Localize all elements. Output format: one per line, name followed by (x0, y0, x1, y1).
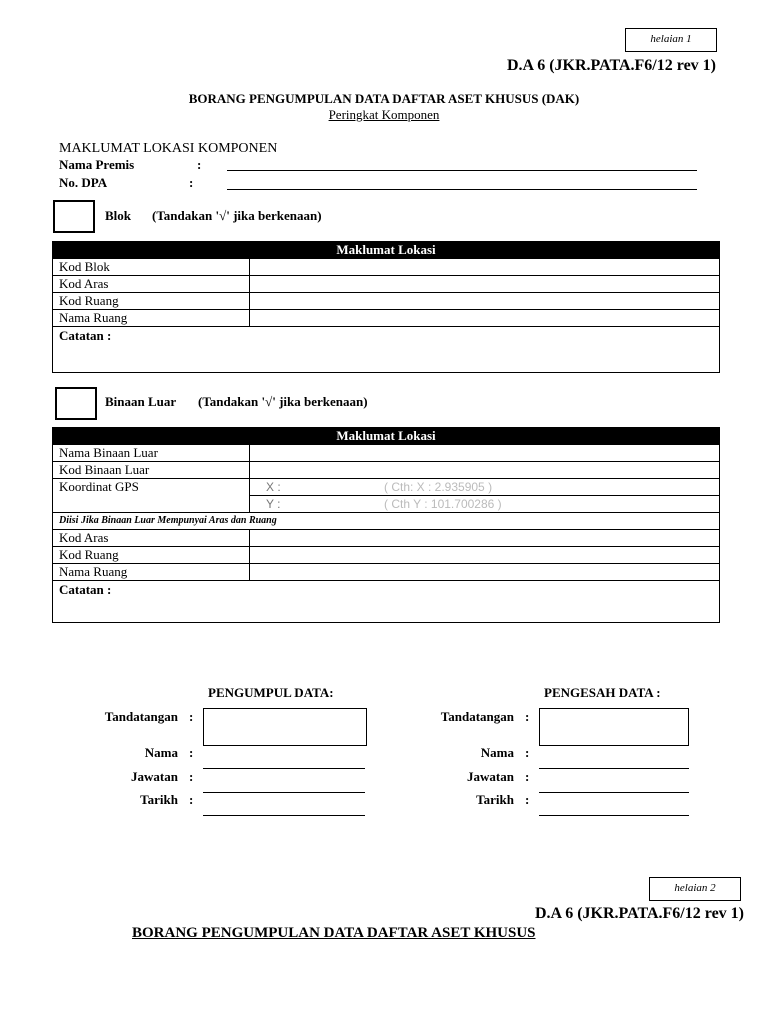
notes-label: Catatan : (59, 328, 112, 343)
binaan-kod-aras-field[interactable] (250, 530, 720, 547)
blok-table-title: Maklumat Lokasi (53, 242, 720, 259)
row-label: Koordinat GPS (53, 479, 250, 513)
approver-position-line[interactable] (539, 792, 689, 793)
blok-label: Blok (105, 208, 132, 223)
binaan-subheading: Diisi Jika Binaan Luar Mempunyai Aras dan Ruang (53, 513, 720, 530)
binaan-table-title: Maklumat Lokasi (53, 428, 720, 445)
collector-name-line[interactable] (203, 768, 365, 769)
collector-date-line[interactable] (203, 815, 365, 816)
binaan-luar-label: Binaan Luar (105, 394, 177, 409)
dpa-colon: : (189, 175, 194, 190)
gps-y-example: ( Cth Y : 101.700286 ) (384, 497, 502, 511)
row-label: Nama Ruang (53, 310, 250, 327)
form-title: BORANG PENGUMPULAN DATA DAFTAR ASET KHUSUS (DAK) (188, 91, 580, 106)
row-label: Kod Blok (53, 259, 250, 276)
collector-position-line[interactable] (203, 792, 365, 793)
collector-position-label: Jawatan (131, 769, 178, 784)
colon: : (525, 745, 530, 760)
form-subtitle: Peringkat Komponen (328, 107, 440, 122)
approver-position-label: Jawatan (467, 769, 514, 784)
approver-signature-box[interactable] (539, 708, 689, 746)
gps-y-field[interactable] (250, 496, 720, 513)
approver-date-line[interactable] (539, 815, 689, 816)
table-row (53, 564, 720, 581)
table-row (53, 445, 720, 462)
row-label: Kod Aras (53, 276, 250, 293)
blok-notes-field[interactable] (53, 327, 720, 373)
collector-heading: PENGUMPUL DATA: (208, 685, 334, 700)
sheet-number-label: helaian 1 (625, 28, 717, 52)
table-row (53, 293, 720, 310)
approver-heading: PENGESAH DATA : (544, 685, 661, 700)
nama-binaan-luar-field[interactable] (250, 445, 720, 462)
table-row (53, 276, 720, 293)
binaan-luar-checkbox[interactable] (55, 387, 97, 420)
premis-input-line[interactable] (227, 170, 697, 171)
row-label: Kod Binaan Luar (53, 462, 250, 479)
colon: : (189, 745, 194, 760)
blok-location-table (52, 241, 720, 373)
collector-name-label: Nama (144, 745, 178, 760)
row-label: Nama Ruang (53, 564, 250, 581)
blok-instruction: (Tandakan '√' jika berkenaan) (152, 208, 322, 223)
approver-date-label: Tarikh (476, 792, 514, 807)
binaan-luar-instruction: (Tandakan '√' jika berkenaan) (198, 394, 368, 409)
row-label: Nama Binaan Luar (53, 445, 250, 462)
table-row (53, 547, 720, 564)
dpa-input-line[interactable] (227, 189, 697, 190)
premis-label: Nama Premis (59, 157, 135, 172)
colon: : (189, 769, 194, 784)
table-row (53, 310, 720, 327)
location-section-heading: MAKLUMAT LOKASI KOMPONEN (59, 141, 278, 156)
kod-binaan-luar-field[interactable] (250, 462, 720, 479)
binaan-notes-field[interactable] (53, 581, 720, 623)
kod-ruang-field[interactable] (250, 293, 720, 310)
row-label: Kod Ruang (53, 547, 250, 564)
binaan-luar-location-table (52, 427, 720, 623)
binaan-nama-ruang-field[interactable] (250, 564, 720, 581)
gps-x-label: X : (266, 480, 281, 494)
kod-blok-field[interactable] (250, 259, 720, 276)
kod-aras-field[interactable] (250, 276, 720, 293)
table-row (53, 479, 720, 496)
approver-name-line[interactable] (539, 768, 689, 769)
table-row (53, 259, 720, 276)
nama-ruang-field[interactable] (250, 310, 720, 327)
notes-label: Catatan : (59, 582, 112, 597)
gps-x-field[interactable] (250, 479, 720, 496)
colon: : (525, 709, 530, 724)
collector-signature-box[interactable] (203, 708, 367, 746)
gps-x-example: ( Cth: X : 2.935905 ) (384, 480, 493, 494)
collector-signature-label: Tandatangan (104, 709, 178, 724)
gps-y-label: Y : (266, 497, 281, 511)
sheet-number-label-2: helaian 2 (649, 877, 741, 901)
row-label: Kod Aras (53, 530, 250, 547)
blok-checkbox[interactable] (53, 200, 95, 233)
premis-colon: : (197, 157, 202, 172)
binaan-kod-ruang-field[interactable] (250, 547, 720, 564)
collector-date-label: Tarikh (140, 792, 178, 807)
colon: : (189, 792, 194, 807)
approver-name-label: Nama (480, 745, 514, 760)
page2-title: BORANG PENGUMPULAN DATA DAFTAR ASET KHUSUS (132, 925, 536, 941)
colon: : (525, 792, 530, 807)
form-code-2: D.A 6 (JKR.PATA.F6/12 rev 1) (534, 905, 744, 922)
colon: : (525, 769, 530, 784)
row-label: Kod Ruang (53, 293, 250, 310)
dpa-label: No. DPA (59, 175, 108, 190)
table-row (53, 530, 720, 547)
colon: : (189, 709, 194, 724)
approver-signature-label: Tandatangan (440, 709, 514, 724)
form-code: D.A 6 (JKR.PATA.F6/12 rev 1) (506, 57, 716, 74)
table-row (53, 462, 720, 479)
